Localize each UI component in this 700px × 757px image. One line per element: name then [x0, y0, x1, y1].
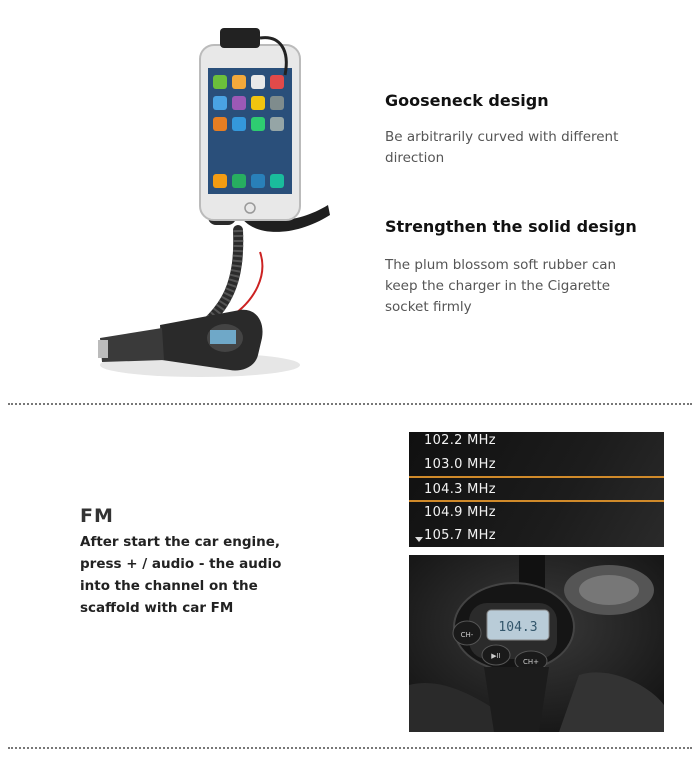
dotted-divider — [8, 747, 692, 749]
dotted-divider — [8, 403, 692, 405]
fm-description: After start the car engine, press + / audio - the audio into the channel on the scaffold with car FM — [80, 534, 282, 616]
ch-plus-button: CH+ — [522, 658, 540, 666]
feature-description-solid-design: The plum blossom soft rubber can keep the charger in the Cigarette socket firmly — [385, 257, 617, 315]
frequency-item-selected: 104.3 MHz — [424, 482, 496, 497]
frequency-item: 104.9 MHz — [424, 505, 496, 520]
product-image-phone-holder — [90, 20, 350, 390]
radio-frequency-display — [409, 432, 664, 547]
feature-title-gooseneck: Gooseneck design — [385, 91, 549, 110]
lcd-reading: 104.3 — [498, 620, 538, 635]
ch-minus-button: CH- — [460, 631, 474, 639]
transmitter-in-car-photo — [409, 555, 664, 732]
play-pause-button: ▶II — [491, 652, 501, 660]
selection-line-top — [409, 476, 664, 478]
scroll-down-arrow-icon — [415, 537, 423, 542]
fm-heading: FM — [80, 505, 114, 527]
frequency-item: 103.0 MHz — [424, 457, 496, 472]
feature-description-gooseneck: Be arbitrarily curved with different direction — [385, 129, 619, 166]
frequency-item: 102.2 MHz — [424, 433, 496, 448]
frequency-item: 105.7 MHz — [424, 528, 496, 543]
selection-line-bottom — [409, 500, 664, 502]
feature-title-solid-design: Strengthen the solid design — [385, 217, 637, 236]
